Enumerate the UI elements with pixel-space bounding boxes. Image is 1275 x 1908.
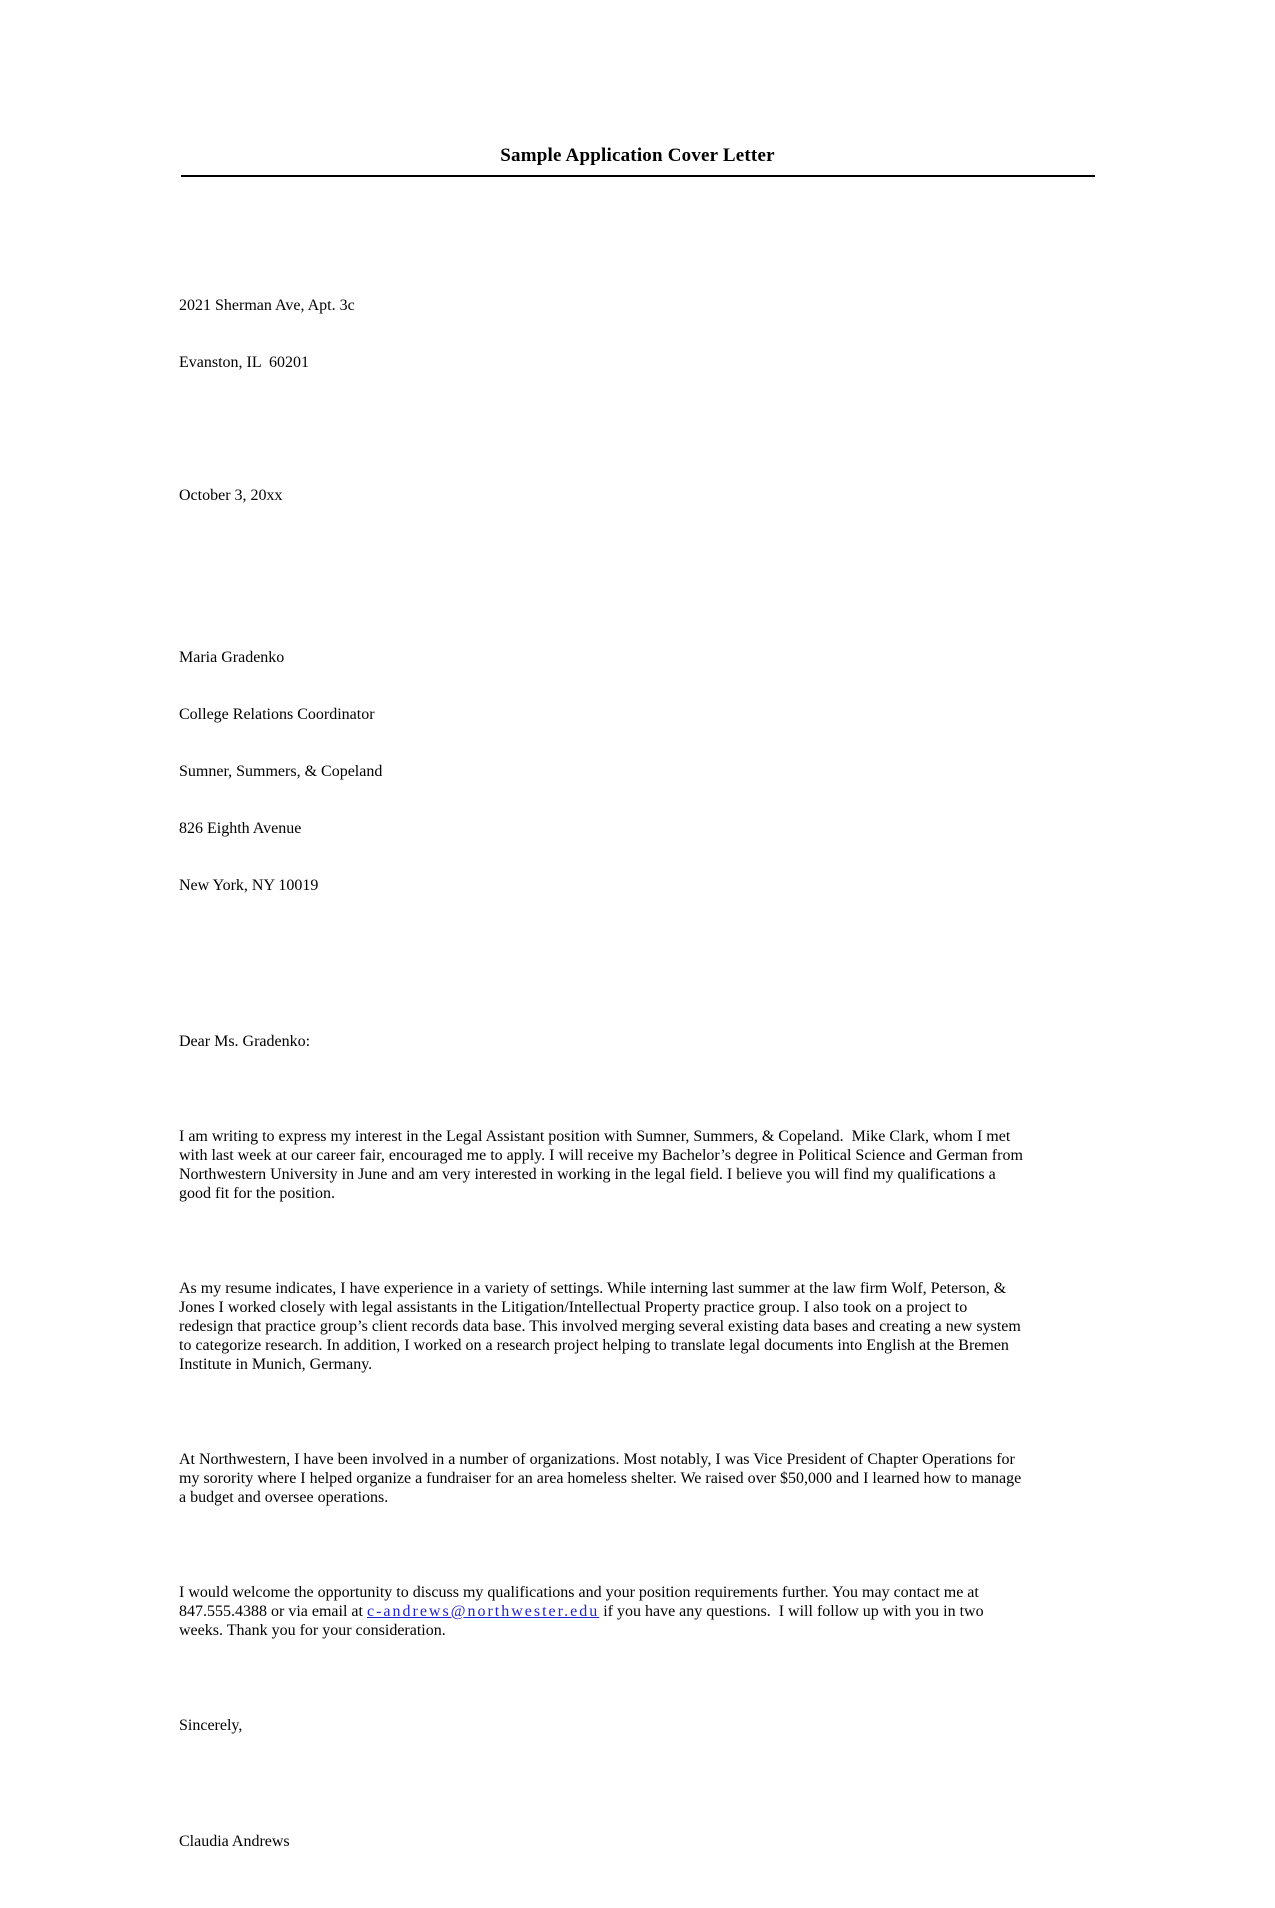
recipient-title: College Relations Coordinator: [179, 706, 375, 723]
date-line: October 3, 20xx: [179, 487, 283, 504]
body-paragraph-2: As my resume indicates, I have experience in a variety of settings. While interning last summer at the law firm Wolf, Peterson, & Jones I worked closely with legal assistants in the Litigation/Intellectual Property practice group. I also took on a project to redesign that practice group’s client records data base. This involved merging several existing data bases and creating a new system to categorize research. In addition, I worked on a research project helping to translate legal documents into English at the Bremen Institute in Munich, Germany.: [179, 1280, 1025, 1373]
letter-body: [179, 177, 1027, 1908]
body-paragraph-1: I am writing to express my interest in the Legal Assistant position with Sumner, Summers, & Copeland. Mike Clark, whom I met with last week at our career fair, encouraged me to apply. I will receive my Bachelor’s degree in Political Science and German from Northwestern University in June and am very interested in working in the legal field. I believe you will find my qualifications a good fit for the position.: [179, 1128, 1027, 1202]
letter-header: [181, 144, 1095, 177]
sender-address-line-2: Evanston, IL 60201: [179, 354, 310, 371]
recipient-address-block: [179, 610, 1024, 933]
body-paragraph-4: [179, 1583, 1024, 1640]
paragraph-4-text-after-link: if you have any questions. I will follow up with you in two weeks. Thank you for your consideration.: [179, 1603, 988, 1639]
letter-page: [0, 144, 1275, 1850]
body-paragraph-3: At Northwestern, I have been involved in a number of organizations. Most notably, I was Vice President of Chapter Operations for my sorority where I helped organize a fundraiser for an area homeless shelter. We raised over $50,000 and I learned how to manage a budget and oversee operations.: [179, 1451, 1026, 1506]
recipient-company: Sumner, Summers, & Copeland: [179, 763, 383, 780]
sender-address-block: [179, 258, 1024, 410]
recipient-street: 826 Eighth Avenue: [179, 820, 302, 837]
email-link[interactable]: c-andrews@northwester.edu: [366, 1603, 600, 1620]
recipient-city: New York, NY 10019: [179, 877, 319, 894]
sender-address-line-1: 2021 Sherman Ave, Apt. 3c: [179, 297, 355, 314]
page-title: Sample Application Cover Letter: [500, 145, 775, 166]
paragraph-4-text-before-link: I would welcome the opportunity to discuss my qualifications and your position requirements further. You may contact me at 847.555.4388 or via email at: [179, 1584, 983, 1620]
signature-name: Claudia Andrews: [179, 1833, 290, 1850]
closing: Sincerely,: [179, 1717, 243, 1734]
recipient-name: Maria Gradenko: [179, 649, 285, 666]
salutation: Dear Ms. Gradenko:: [179, 1033, 311, 1050]
